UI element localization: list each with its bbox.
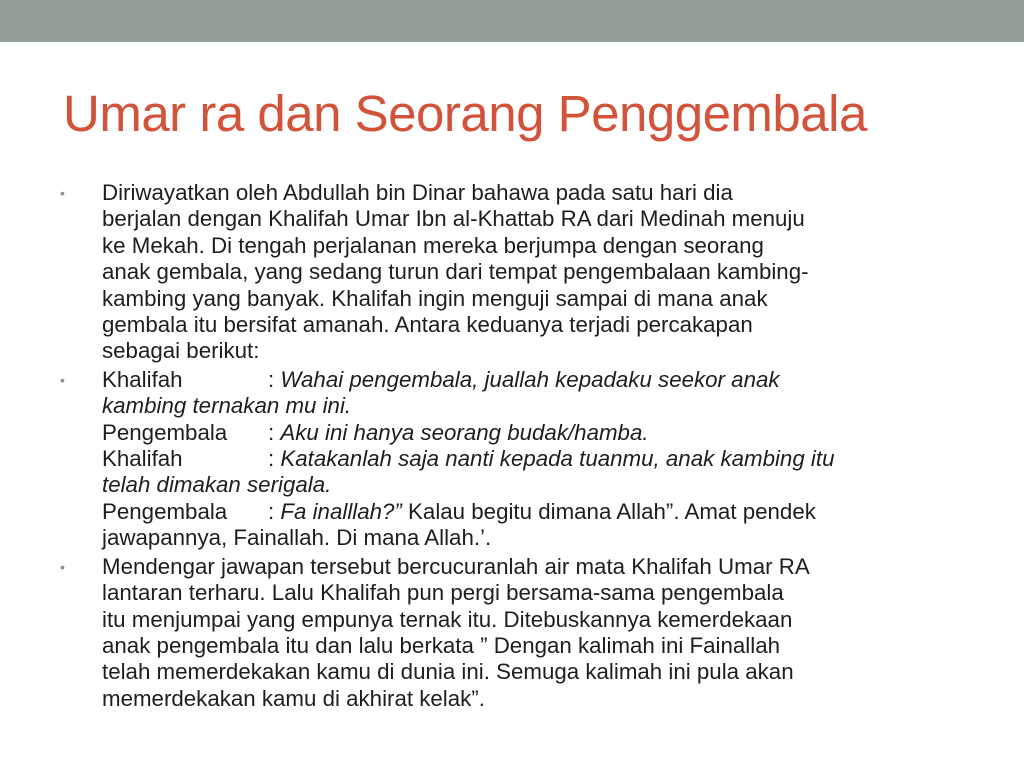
text-line: sebagai berikut: [102,338,260,364]
dialogue-line [102,499,970,525]
bullet-dot-icon: • [60,185,65,201]
slide-body [60,180,970,712]
bullet-intro [60,180,970,365]
dialogue-line [102,446,970,472]
text-line: berjalan dengan Khalifah Umar Ibn al-Khattab RA dari Medinah menuju [102,206,805,232]
dialogue-line [102,367,970,393]
bullet-dialogue [60,367,970,552]
slide-title: Umar ra dan Seorang Penggembala [63,85,867,142]
text-line: Mendengar jawapan tersebut bercucuranlah air mata Khalifah Umar RA [102,553,810,579]
text-line: telah memerdekakan kamu di dunia ini. Semuga kalimah ini pula akan [102,659,794,685]
speaker-separator: : [268,419,281,445]
speaker-name: Khalifah [102,366,183,392]
text-line: anak gembala, yang sedang turun dari tempat pengembalaan kambing- [102,259,809,285]
dialogue-text: Aku ini hanya seorang budak/hamba. [280,419,649,445]
text-line: memerdekakan kamu di akhirat kelak”. [102,685,485,711]
dialogue-line [102,420,970,446]
speaker-name: Pengembala [102,498,228,524]
dialogue-line: jawapannya, Fainallah. Di mana Allah.’. [102,525,492,551]
dialogue-text: Fa inalllah?” [280,498,402,524]
speaker-separator: : [268,498,281,524]
text-line: ke Mekah. Di tengah perjalanan mereka berjumpa dengan seorang [102,232,764,258]
text-line: gembala itu bersifat amanah. Antara keduanya terjadi percakapan [102,312,753,338]
speaker-separator: : [268,446,281,472]
bullet-conclusion [60,554,970,712]
text-line: Diriwayatkan oleh Abdullah bin Dinar bahawa pada satu hari dia [102,180,733,205]
text-line: anak pengembala itu dan lalu berkata ” Dengan kalimah ini Fainallah [102,632,781,658]
dialogue-text: kambing ternakan mu ini. [102,393,352,419]
speaker-name: Khalifah [102,446,183,472]
text-line: kambing yang banyak. Khalifah ingin menguji sampai di mana anak [102,285,768,311]
dialogue-text: Wahai pengembala, juallah kepadaku seekor anak [280,366,780,392]
text-line: lantaran terharu. Lalu Khalifah pun pergi bersama-sama pengembala [102,580,784,606]
dialogue-text: Katakanlah saja nanti kepada tuanmu, anak kambing itu [280,446,835,472]
slide-top-bar [0,0,1024,42]
dialogue-line [102,472,970,498]
dialogue-text: Kalau begitu dimana Allah”. Amat pendek [401,498,816,524]
dialogue-text: telah dimakan serigala. [102,472,332,498]
bullet-dot-icon: • [60,558,65,575]
dialogue-line [102,393,970,419]
text-line: itu menjumpai yang empunya ternak itu. Ditebuskannya kemerdekaan [102,606,793,632]
bullet-dot-icon: • [60,371,65,388]
speaker-name: Pengembala [102,419,228,445]
speaker-separator: : [268,366,281,392]
